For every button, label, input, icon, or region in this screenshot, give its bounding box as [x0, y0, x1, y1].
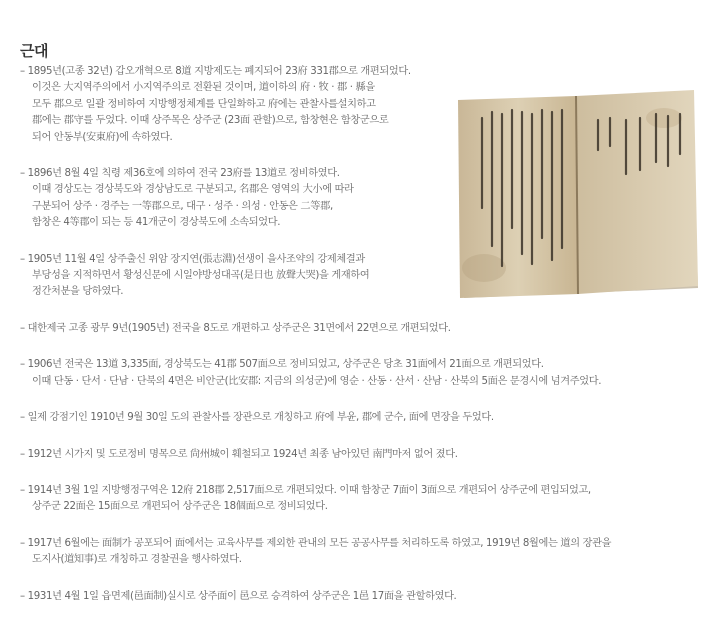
entry-line: – 1906년 전국은 13道 3,335面, 경상북도는 41郡 507面으로 정비되었고, 상주군은 당초 31面에서 21面으로 개편되었다. [20, 359, 544, 371]
entry-line: – 1896년 8월 4일 칙령 제36호에 의하여 전국 23府를 13道로 정비하였다. [20, 168, 340, 180]
entry-line: – 1917년 6월에는 面制가 공포되어 面에서는 교육사무를 제외한 관내의 모든 공공사무를 처리하도록 하였고, 1919년 8월에는 道의 장관을 [20, 537, 612, 549]
entry-line: 이때 단동 · 단서 · 단남 · 단북의 4면은 비안군(比安郡: 지금의 의성군)에 영순 · 산동 · 산서 · 산남 · 산북의 5面은 문경시에 넘겨주었다. [32, 375, 602, 387]
entry-line: 되어 안동부(安東府)에 속하였다. [32, 131, 173, 143]
history-entry [20, 536, 700, 569]
entry-line: – 일제 강점기인 1910년 9월 30일 도의 관찰사를 장관으로 개칭하고 府에 부윤, 郡에 군수, 面에 면장을 두었다. [20, 412, 494, 424]
entry-line: 구분되어 상주 · 경주는 一等郡으로, 대구 · 성주 · 의성 · 안동은 二等郡, [32, 200, 333, 212]
entry-line: – 1914년 3월 1일 지방행정구역은 12府 218郡 2,517面으로 개편되었다. 이때 함창군 7面이 3面으로 개편되어 상주군에 편입되었고, [20, 484, 591, 496]
entry-line: – 1931년 4월 1일 읍면제(邑面制)실시로 상주面이 邑으로 승격하여 상주군은 1邑 17面을 관할하였다. [20, 590, 457, 602]
entry-line: – 1905년 11월 4일 상주출신 위암 장지연(張志淵)선생이 을사조약의 강제체결과 [20, 253, 365, 265]
history-entry [20, 447, 700, 463]
historical-book-image [454, 88, 700, 300]
history-entry [20, 357, 700, 390]
entry-line: 정간처분을 당하였다. [32, 286, 124, 298]
entry-line: 부당성을 지적하면서 황성신문에 시일야방성대곡(是日也 放聲大哭)을 게재하여 [32, 270, 370, 282]
entry-line: 郡에는 郡守를 두었다. 이때 상주목은 상주군 (23面 관할)으로, 함창현은 함창군으로 [32, 115, 389, 127]
entry-line: 이것은 大지역주의에서 小지역주의로 전환된 것이며, 道이하의 府 · 牧 · 郡 · 縣을 [32, 82, 375, 94]
entry-line: – 대한제국 고종 광무 9년(1905년) 전국을 8도로 개편하고 상주군은 31면에서 22면으로 개편되었다. [20, 322, 451, 334]
history-entry [20, 410, 700, 426]
history-entry [20, 321, 700, 337]
entry-line: 이때 경상도는 경상북도와 경상남도로 구분되고, 名郡은 영역의 大小에 따라 [32, 184, 354, 196]
history-entry [20, 589, 700, 605]
section-title: 근대 [20, 42, 48, 60]
entry-line: 도지사(道知事)로 개칭하고 경찰권을 행사하였다. [32, 554, 242, 566]
entry-line: – 1912년 시가지 및 도로정비 명목으로 尙州城이 훼철되고 1924년 최종 남아있던 南門마저 없어 졌다. [20, 448, 458, 460]
entry-line: 상주군 22面은 15面으로 개편되어 상주군은 18個面으로 정비되었다. [32, 501, 328, 513]
entry-line: 모두 郡으로 일괄 정비하여 지방행정체계를 단일화하고 府에는 관찰사를설치하고 [32, 98, 376, 110]
entry-line: 함창은 4等郡이 되는 등 41개군이 경상북도에 소속되었다. [32, 217, 281, 229]
entry-line: – 1895년(고종 32년) 갑오개혁으로 8道 지방제도는 폐지되어 23府 331郡으로 개편되었다. [20, 66, 411, 77]
history-entry [20, 483, 700, 516]
